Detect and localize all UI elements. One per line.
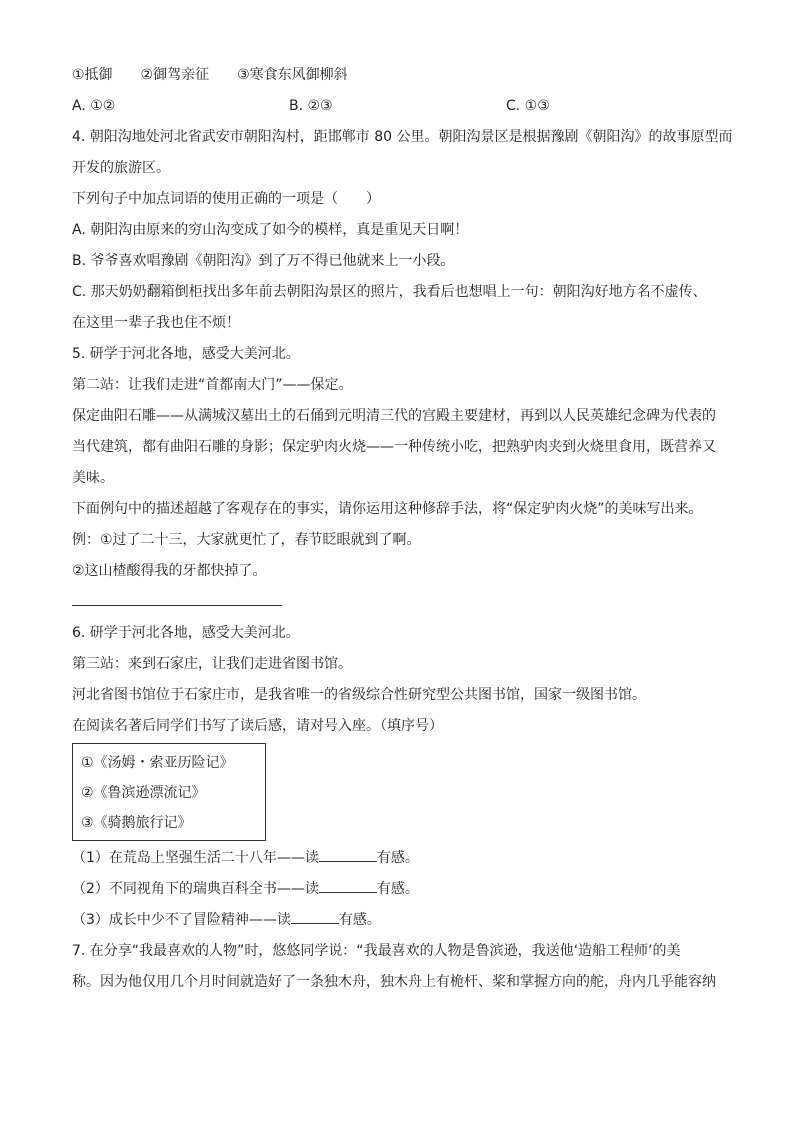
q6-blank-1-prefix: （1）在荒岛上坚强生活二十八年——读 [72, 850, 319, 866]
q6-blank-row-1 [72, 843, 732, 874]
q6-blank-2-prefix: （2）不同视角下的瑞典百科全书——读 [72, 881, 319, 897]
q6-blank-row-2 [72, 874, 732, 905]
q5-text-line-2: 当代建筑，都有曲阳石雕的身影；保定驴肉火烧——一种传统小吃，把熟驴肉夹到火烧里食用，既营养又 [72, 439, 716, 455]
q5-example-1: 例：①过了二十三，大家就更忙了，春节眨眼就到了啊。 [72, 532, 421, 548]
q5-answer-line[interactable] [72, 605, 282, 606]
q6-blank-2-suffix: 有感。 [376, 881, 419, 897]
q4-stem-line-1: 4. 朝阳沟地处河北省武安市朝阳沟村，距邯郸市 80 公里。朝阳沟景区是根据豫剧《朝阳沟》的故事原型而 [72, 129, 733, 145]
book-list-box [72, 743, 266, 841]
q4-option-c[interactable]: C. 那天奶奶翻箱倒柜找出多年前去朝阳沟景区的照片，我看后也想唱上一句：朝阳沟好地方名不虚传、 [72, 284, 707, 300]
q5-station: 第二站：让我们走进“首都南大门”——保定。 [72, 377, 353, 393]
q6-blank-3-suffix: 有感。 [338, 912, 381, 928]
book-item-1: ①《汤姆・索亚历险记》 [81, 755, 234, 771]
q6-title: 6. 研学于河北各地，感受大美河北。 [72, 625, 300, 641]
q4-stem-line-2: 开发的旅游区。 [72, 160, 170, 176]
q6-blank-3[interactable] [291, 905, 339, 924]
q7-line-1: 7. 在分享“我最喜欢的人物”时，悠悠同学说：“我最喜欢的人物是鲁滨逊，我送他‘造船工程师’的美 [72, 943, 681, 959]
q5-text-line-3: 美味。 [72, 470, 114, 486]
q5-spacer [72, 587, 732, 605]
q6-station: 第三站：来到石家庄，让我们走进省图书馆。 [72, 656, 352, 672]
q6-blank-2[interactable] [319, 874, 377, 893]
q3-option-c[interactable]: C. ①③ [506, 98, 550, 114]
q5-title: 5. 研学于河北各地，感受大美河北。 [72, 346, 300, 362]
question-6 [72, 618, 732, 936]
question-4 [72, 122, 732, 339]
q5-example-2: ②这山楂酸得我的牙都快掉了。 [72, 563, 267, 579]
q3-option-b[interactable]: B. ②③ [289, 98, 333, 114]
book-item-2: ②《鲁滨逊漂流记》 [81, 785, 206, 801]
exam-page [72, 60, 732, 998]
q4-prompt: 下列句子中加点词语的使用正确的一项是（ ） [72, 191, 380, 207]
q3-options [72, 91, 732, 122]
q6-blank-3-prefix: （3）成长中少不了冒险精神——读 [72, 912, 291, 928]
q6-instruction: 在阅读名著后同学们书写了读后感，请对号入座。（填序号） [72, 718, 443, 734]
q5-text-line-1: 保定曲阳石雕——从满城汉墓出土的石俑到元明清三代的宫殿主要建材，再到以人民英雄纪念碑为代表的 [72, 408, 716, 424]
q3-option-a[interactable]: A. ①② [72, 98, 116, 114]
q5-instruction: 下面例句中的描述超越了客观存在的事实，请你运用这种修辞手法，将“保定驴肉火烧”的美味写出来。 [72, 501, 703, 517]
book-item-3: ③《骑鹅旅行记》 [81, 815, 192, 831]
q3-items: ①抵御 ②御驾亲征 ③寒食东风御柳斜 [72, 67, 348, 83]
q4-option-c-cont: 在这里一辈子我也住不烦！ [72, 315, 240, 331]
q6-intro: 河北省图书馆位于石家庄市，是我省唯一的省级综合性研究型公共图书馆，国家一级图书馆。 [72, 687, 646, 703]
q6-blank-1-suffix: 有感。 [376, 850, 419, 866]
question-7 [72, 936, 732, 998]
q4-option-b[interactable]: B. 爷爷喜欢唱豫剧《朝阳沟》到了万不得已他就来上一小段。 [72, 253, 455, 269]
q6-blank-row-3 [72, 905, 732, 936]
q7-line-2: 称。因为他仅用几个月时间就造好了一条独木舟，独木舟上有桅杆、桨和掌握方向的舵，舟内几乎能容纳 [72, 974, 716, 990]
q4-option-a[interactable]: A. 朝阳沟由原来的穷山沟变成了如今的模样，真是重见天日啊！ [72, 222, 469, 238]
question-5 [72, 339, 732, 606]
q6-blank-1[interactable] [319, 843, 377, 862]
